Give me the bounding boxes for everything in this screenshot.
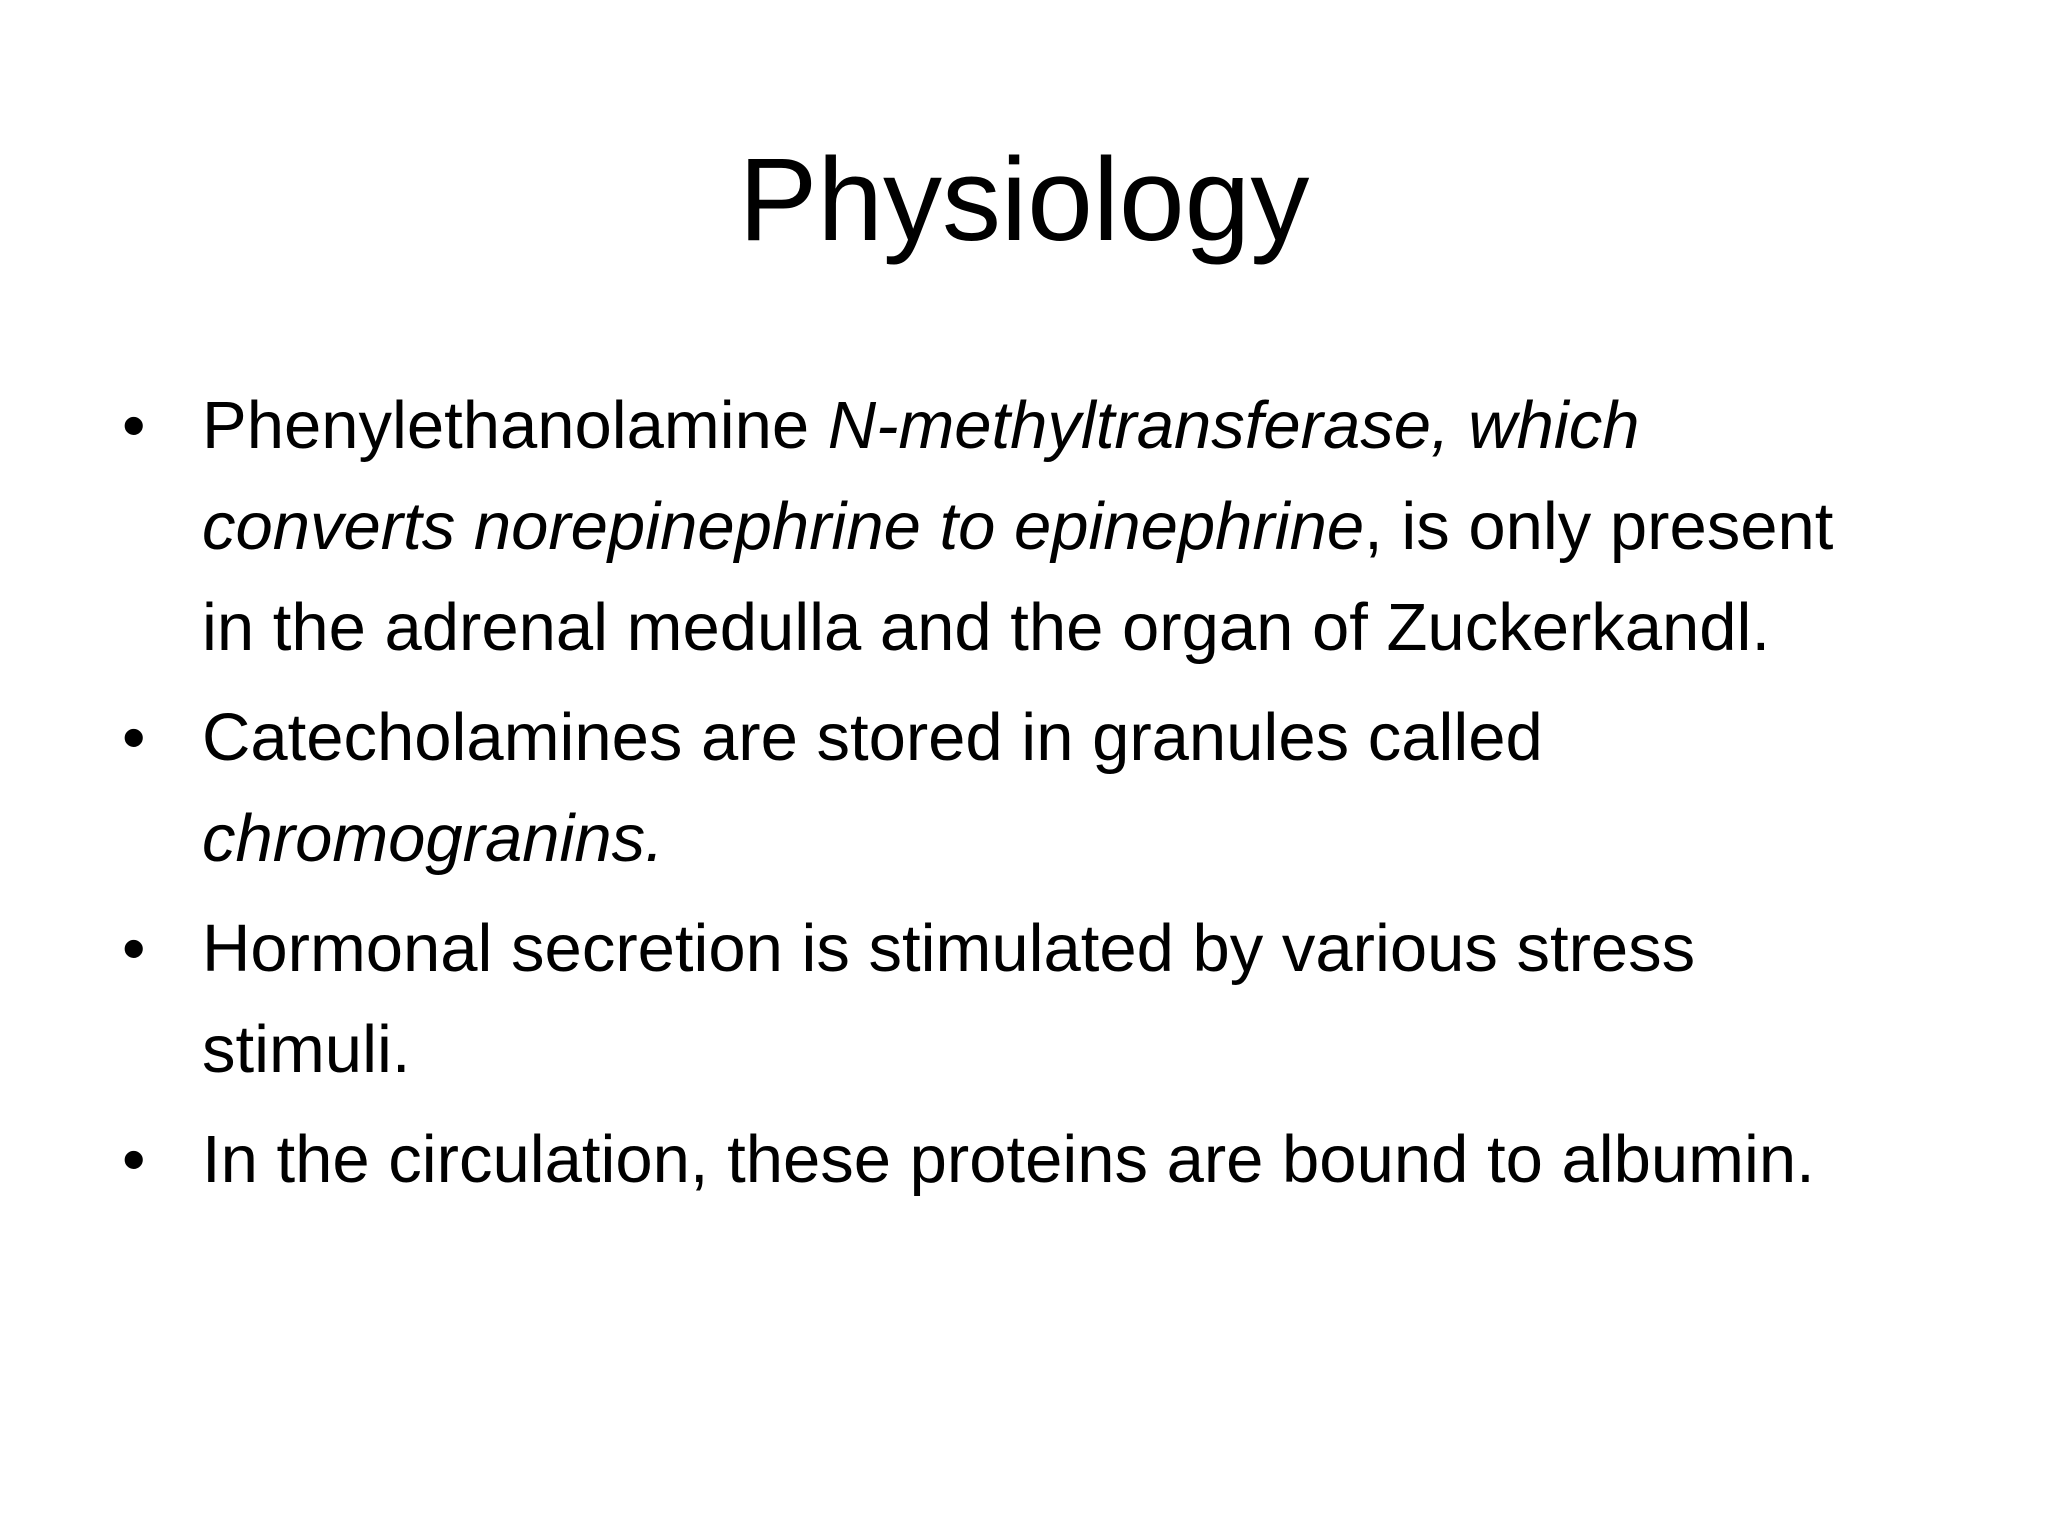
bullet-item (122, 375, 1882, 678)
slide-title: Physiology (738, 134, 1310, 266)
bullet-text-segment: In the circulation, these proteins are bound to albumin. (202, 1122, 1815, 1197)
bullet-item (122, 898, 1882, 1100)
bullet-text-segment: Catecholamines are stored in granules called (202, 700, 1543, 775)
bullet-text-segment-italic: chromogranins. (202, 801, 664, 876)
bullet-item (122, 1109, 1882, 1210)
bullet-list (122, 375, 1882, 1219)
bullet-dot-icon: • (122, 1122, 146, 1197)
bullet-text-segment-italic: N-methyltransferase, which converts norepinephrine to epinephrine (202, 388, 1640, 564)
bullet-dot-icon: • (122, 388, 146, 463)
bullet-dot-icon: • (122, 700, 146, 775)
bullet-text-segment: , is only present in the adrenal medulla and the organ of Zuckerkandl. (202, 489, 1834, 665)
bullet-text-segment: Hormonal secretion is stimulated by various stress stimuli. (202, 911, 1696, 1087)
bullet-item (122, 687, 1882, 889)
bullet-text-segment: Phenylethanolamine (202, 388, 828, 463)
bullet-dot-icon: • (122, 911, 146, 986)
